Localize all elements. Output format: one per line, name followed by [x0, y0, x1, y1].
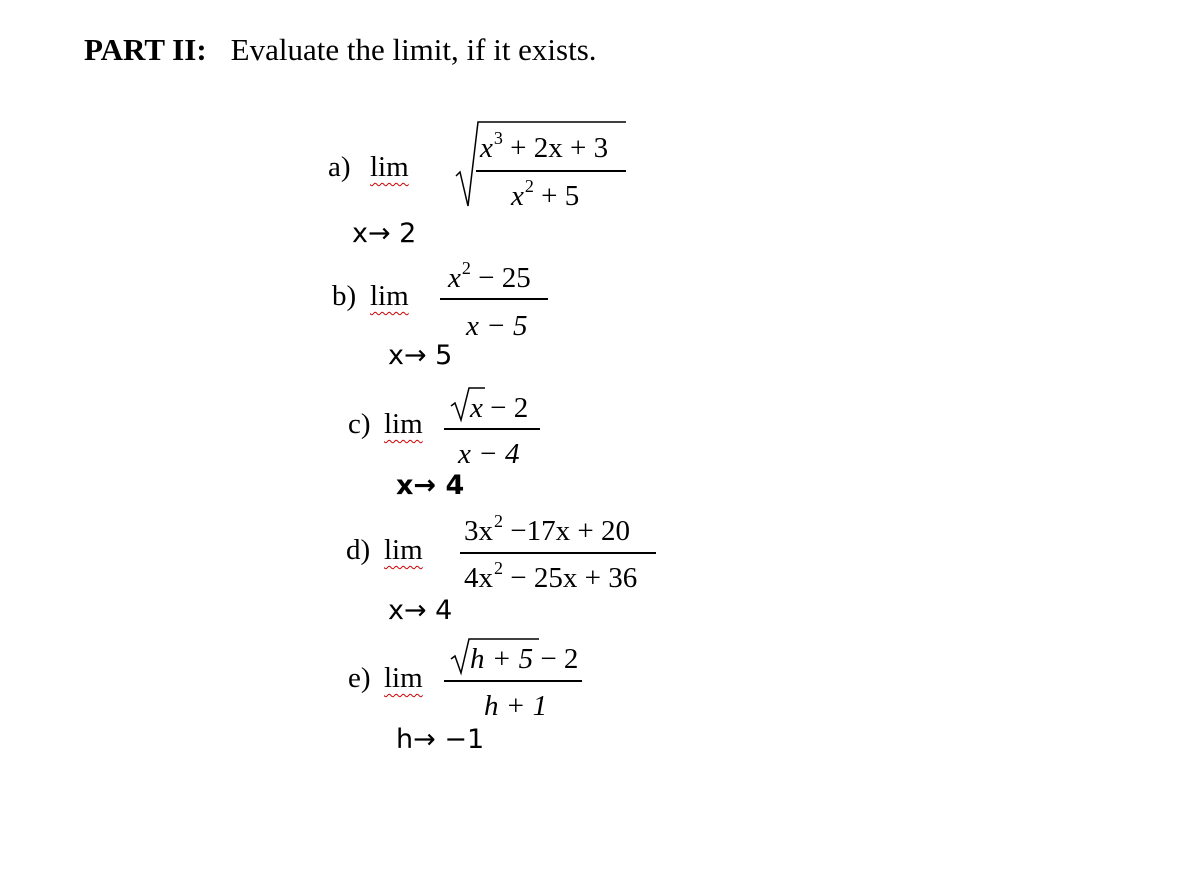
problem-label: a) [328, 151, 351, 183]
problem-label: d) [346, 534, 371, 566]
approach-label: x→ 2 [352, 218, 417, 249]
lim-operator: lim [384, 534, 423, 566]
fraction-bar [476, 170, 626, 172]
denominator: $4x^2 - 25x + 36$ [464, 558, 638, 594]
lim-operator: lim [370, 280, 409, 312]
problem-label: b) [332, 280, 357, 312]
lim-operator: lim [370, 151, 409, 183]
page-heading [84, 34, 597, 65]
approach-label: x→ 4 [388, 595, 453, 626]
denominator: x − 5 [466, 310, 528, 342]
denominator: x − 4 [458, 438, 520, 470]
numerator: $3x^2 -17x + 20$ [464, 511, 630, 547]
denominator: $x^2 + 5$ [511, 176, 580, 212]
approach-label: x→ 5 [388, 340, 453, 371]
approach-label: h→ −1 [396, 724, 485, 755]
part-label: PART II: [84, 32, 207, 67]
instruction-text: Evaluate the limit, if it exists. [230, 32, 597, 67]
denominator: h + 1 [484, 690, 548, 722]
lim-operator: lim [384, 408, 423, 440]
fraction-bar [460, 552, 656, 554]
numerator: $x^3 + 2x + 3$ [480, 128, 609, 164]
numerator: $x^2 - 25$ [448, 258, 531, 294]
numerator: x − 2 [470, 392, 529, 424]
fraction-bar [440, 298, 548, 300]
problem-label: e) [348, 662, 371, 694]
lim-operator: lim [384, 662, 423, 694]
problem-label: c) [348, 408, 371, 440]
numerator: h + 5 − 2 [470, 643, 579, 675]
approach-label: x→ 4 [396, 470, 465, 501]
fraction-bar [444, 680, 582, 682]
fraction-bar [444, 428, 540, 430]
